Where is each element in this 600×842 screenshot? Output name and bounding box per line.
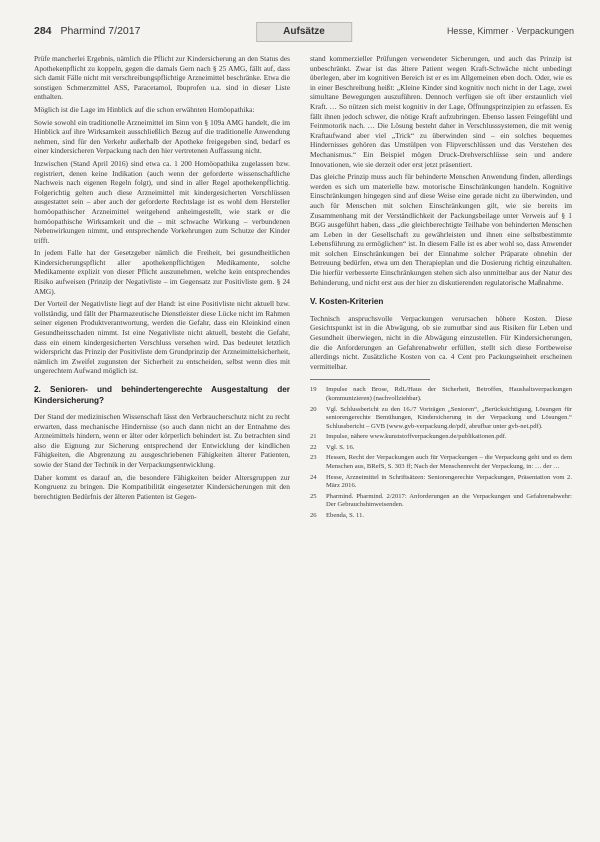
right-column	[310, 54, 572, 523]
paragraph: Daher kommt es darauf an, die besondere Fähigkeiten beider Altersgruppen zur Kongruenz zu bringen. Die Kompatibilität eingesetzter Kindersicherungen mit den berechtigten Bedürfnis der älteren Patienten ist Gegen-	[34, 472, 290, 501]
footnote-text: Hesse, Arzneimittel in Schriftsätzen: Seniorengerechte Verpackungen, Präsentation vom 2. März 2016.	[326, 473, 572, 490]
paragraph: Inzwischen (Stand April 2016) sind etwa ca. 1 200 Homöopathika zugelassen bzw. registriert, denen keine Indikation (auch wenn der geforderte wissenschaftliche Nachweis nach eigenen Regeln folgt), und sind in aller Regel apothekenpflichtig. Folgerichtig gelten auch diese Arzneimittel mit kindergesicherten Verschlüssen ausgestattet sein – aber auch der geforderte Rechtslage ist es wohl dem Hersteller homöopathischer Arzneimittel weitgehend anheimgestellt, wie stark er die homöopathische Wirksamkeit und die – mit schwache Wirkung – verbundenen Nebenwirkungen nimmt, und entsprechende Vorkehrungen zum Schutze der Kinder trifft.	[34, 158, 290, 245]
footnote	[310, 386, 572, 403]
footnote-number: 25	[310, 492, 317, 500]
header-left	[34, 25, 140, 37]
paragraph: Möglich ist die Lage im Hinblick auf die schon erwähnten Homöopathika:	[34, 104, 255, 114]
footnote-text: Vgl. S. 16.	[326, 443, 355, 451]
page-header	[34, 22, 574, 40]
section-heading: V. Kosten-Kriterien	[310, 297, 384, 307]
section-tab: Aufsätze	[256, 22, 352, 42]
footnotes	[310, 386, 572, 520]
paragraph: Technisch anspruchsvolle Verpackungen verursachen höhere Kosten. Diese Gesichtspunkt ist in die Abwägung, ob sie zumutbar sind aus Risiken für Leben und Gesundheit überwiegen, nicht in die Abwägung einzustellen. Für Kindersicherungen, die die Anforderungen an Gefahrenabwehr erfüllen, stellt sich diese Fortbeweise allerdings nicht. Zusätzliche Kosten von ca. 4 Cent pro Packungseinheit erscheinen vermittelbar.	[310, 313, 572, 371]
footnote-text: Impulse, nähere www.kunststoffverpackungen.de/publikationen.pdf.	[326, 433, 507, 441]
paragraph: Der Stand der medizinischen Wissenschaft lässt den Verbraucherschutz nicht zu recht erwarten, dass mechanische Hindernisse (so auch dann nicht an der Entnahme des Arzneimittels hindern, wenn er älter oder körperlich behindert ist. Zu betrachten sind also die Eignung zur Sicherung entsprechend der Entwicklung der kindlichen Fähigkeiten, die Abgrenzung zu ausgeschriebenen Fähigkeiten älterer Patienten, sowie der Stand der Technik in der Verpackungsentwicklung.	[34, 412, 290, 469]
footnote-number: 20	[310, 405, 317, 413]
paragraph: In jedem Falle hat der Gesetzgeber nämlich die Freiheit, bei gesundheitlichen Kindersicherungspflicht aller apothekenpflichtigen Medikamente, solche Medikamente explizit von dieser Pflicht auszunehmen, welche kein entsprechendes Risiko aufweisen (Prinzip der Negativliste – im Gegensatz zur Positivliste gem. § 24 AMG).	[34, 248, 290, 296]
footnote-text: Impulse nach Brose, RdL/Haus der Sicherheit, Betroffen, Haushaltsverpackungen (kommunizieren) (nachvollziehbar).	[326, 386, 572, 402]
footnote-number: 21	[310, 433, 317, 441]
footnote	[310, 512, 572, 521]
footnote-text: Hessen, Recht der Verpackungen auch für Verpackungen – die Verpackung geht und es dem Menschen aus, BRefS, S. 303 ff; Nach der Menschenrecht der Verpackung, in: … der …	[326, 454, 572, 471]
footnote-number: 19	[310, 386, 317, 394]
footnote-number: 23	[310, 454, 317, 462]
section-heading: 2. Senioren- und behindertengerechte Ausgestaltung der Kindersicherung?	[34, 385, 290, 405]
footnote-number: 26	[310, 512, 317, 520]
footnote-rule	[310, 379, 430, 380]
footnote-text: Pharmind. Pharmind. 2/2017: Anforderungen an die Verpackungen und Gefahrenabwehr: Der Gebrauchshinweisenden.	[326, 492, 572, 509]
footnote	[310, 406, 572, 432]
footnote-text: Ebenda, S. 11.	[326, 512, 365, 520]
footnote	[310, 493, 572, 510]
footnote	[310, 474, 572, 491]
footnote	[310, 444, 572, 453]
paragraph: Sowie sowohl ein traditionelle Arzneimittel im Sinn von § 109a AMG handelt, die im Hinblick auf ihre Wirksamkeit ausschließlich Bezug auf die traditionelle Anwendung nehmen, sind für den Verkehr außerhalb der Apotheke freigegeben sind, bedarf es einer kindersicheren Verpackung nach den hier vertretenen Auffassung nicht.	[34, 117, 290, 156]
journal-name: Pharmind 7/2017	[60, 25, 141, 37]
footnote	[310, 454, 572, 471]
left-column	[34, 54, 290, 504]
paragraph: Das gleiche Prinzip muss auch für behinderte Menschen Anwendung finden, allerdings werden es sich um materielle bzw. motorische Einschränkungen handeln. Kognitive Einschränkungen hingegen sind auf diese Weise eine gerade nicht zu überwinden, und auch für Menschen mit solchen Einschränkungen gilt, wie sie bereits im Zusammenhang mit der Verständlichkeit der Packungsbeilage unter Verweis auf § 1 BGG ausgeführt haben, dass „die gleichberechtigte Teilhabe von behinderten Menschen am Leben in der Gesellschaft zu gewährleisten und ihnen eine selbstbestimmte Lebensführung zu ermöglichen“ ist. In diesem Falle ist es aber wohl so, dass Anwender mit solchen Einschränkungen bei der Einnahme solcher Präparate ohnehin der Betreuung bedürfen, etwa um den Therapieplan und die Dosierung richtig einzuhalten. Die hierfür verbesserte Einschränkungen stehen sich also unmittelbar aus der Natur des Behinderung, und nicht erst aus der hier zu diskutierenden regulatorische Maßnahme.	[310, 172, 572, 287]
footnote	[310, 433, 572, 442]
footnote-number: 22	[310, 443, 317, 451]
paragraph: stand kommerzieller Prüfungen verwendeter Sicherungen, und auch das Prinzip ist unbeschränkt. Zwar ist das ältere Patient wegen Kraft-Schwäche nicht unbedingt überlegen, aber im kognitiven Bereich ist er es im Allgemeinen eben doch. Oder, wie es in einer Beschreibung heißt: „Kleine Kinder sind kognitiv noch nicht in der Lage, zwei simultane Bewegungen auszuführen. Dennoch verfügen sie oft über erstaunlich viel Kraft. … So nützen sich meist kognitiv in der Lage, Öffnungsprinzipien zu erfassen. Es fällt ihnen jedoch schwer, die nötige Kraft aufzubringen. Ebenso lassen Feingefühl und Feinmotorik nach. … Die Lösung besteht daher in Verschlusssystemen, die mit wenig Kraftaufwand aber viel „Trick“ zu überwinden sind – ein solches bequemes Hindernisses gehören das Umstülpen von Flipverschlüssen und das Verstehen des Mechanismus.“ Ein Beispiel mögen Druck-Drehverschlüsse sein und andere Innovationen, wie sie derzeit oder erst jetzt präsentiert.	[310, 54, 572, 169]
paragraph: Prüfe mancherlei Ergebnis, nämlich die Pflicht zur Kindersicherung an den Status des Apothekenpflicht zu koppeln, gegen die damals Gern nach § 25 AMG, fällt auf, dass sich damit Fälle nicht mit verschreibungspflichtige Arzneimittel beschränke. Etwa die sonstigen Schmerzmittel ASS, Paracetamol, Ibuprofen u.a. sind in dieser Liste enthalten.	[34, 54, 290, 102]
footnote-text: Vgl. Schlussbericht zu den 16./7 Vorträgen „Senioren“, „Berücksichtigung, Lösungen für seniorengerechte Bemühungen, Kindersicherung in der Verpackung und Lösungen.“ Schlussbericht – GVB (www.gvb-verpackung.de/pdf, abrufbar unter gvb-net.pdf).	[326, 405, 572, 430]
footnote-number: 24	[310, 473, 317, 481]
page-number: 284	[34, 25, 52, 37]
running-authors: Hesse, Kimmer · Verpackungen	[446, 26, 574, 36]
paragraph: Der Vorteil der Negativliste liegt auf der Hand: ist eine Positivliste nicht aktuell bzw. vollständig, und fällt der Pharmazeutische Dienstleister diese Lücke nicht im Rahmen seiner eigenen Produktverantwortung, werden die Gefahr, dass ein Kleinkind einen Gesundheitsschaden nimmt. Ist eine Negativliste nicht aktuell, besteht die Gefahr, dass ein einem kindergesicherten Verschluss versehen wird. Das bedeutet letztlich widerspricht das Prinzip der Positivliste dem Grundprinzip der Arzneimittelsicherheit, nämlich im Zweifel zugunsten der Sicherheit zu entscheiden, selbst wenn dies mit ungerechtem Aufwand möglich ist.	[34, 299, 290, 376]
